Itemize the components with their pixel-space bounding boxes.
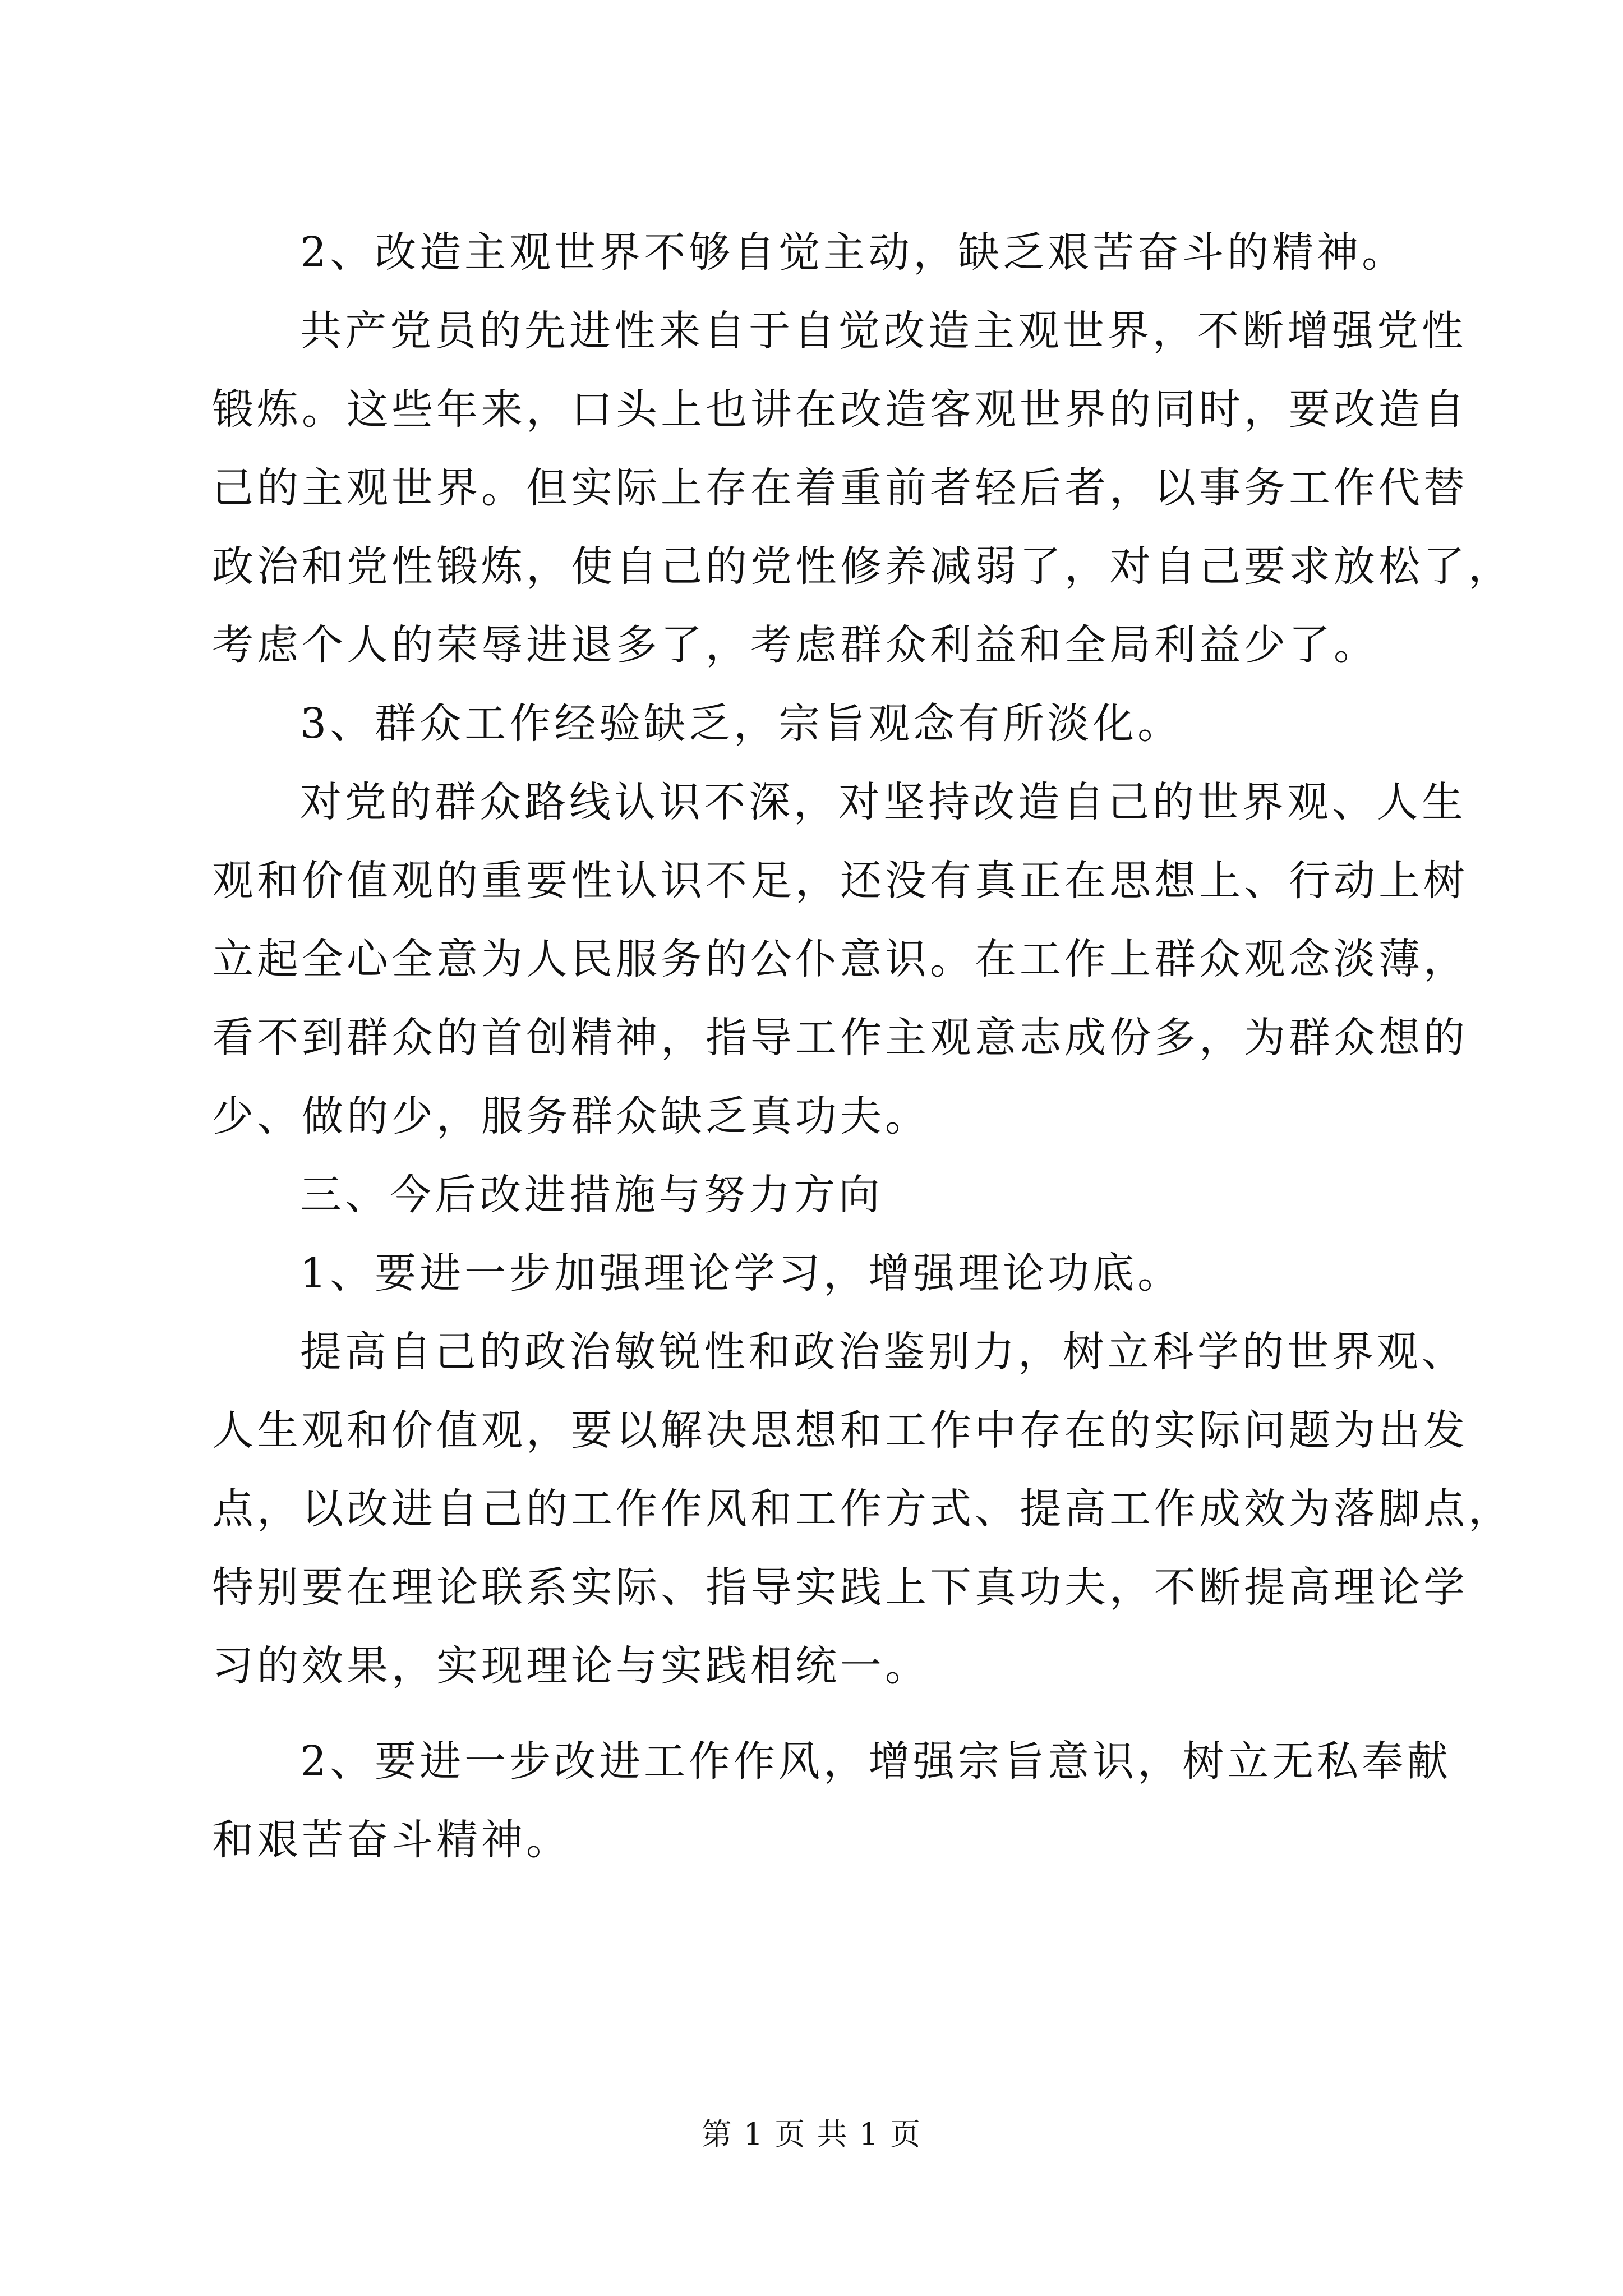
text-line: 2、要进一步改进工作作风，增强宗旨意识，树立无私奉献 — [300, 1737, 1452, 1786]
text-line: 特别要在理论联系实际、指导实践上下真功夫，不断提高理论学 — [212, 1563, 1468, 1612]
paragraph-line — [0, 539, 1623, 595]
paragraph-line — [0, 931, 1623, 987]
paragraph-line — [0, 1812, 1623, 1868]
paragraph-line — [0, 1638, 1623, 1694]
paragraph-line — [0, 1402, 1623, 1458]
text-line: 习的效果，实现理论与实践相统一。 — [212, 1642, 930, 1690]
paragraph-line — [0, 853, 1623, 909]
text-line: 观和价值观的重要性认识不足，还没有真正在思想上、行动上树 — [212, 857, 1468, 905]
text-line: 立起全心全意为人民服务的公仆意识。在工作上群众观念淡薄， — [212, 935, 1468, 983]
section-heading — [0, 696, 1623, 752]
text-line: 己的主观世界。但实际上存在着重前者轻后者，以事务工作代替 — [212, 464, 1468, 512]
paragraph-line — [0, 617, 1623, 673]
section-heading — [0, 1167, 1623, 1223]
text-line: 对党的群众路线认识不深，对坚持改造自己的世界观、人生 — [300, 778, 1467, 826]
paragraph-line — [0, 1481, 1623, 1537]
text-line: 共产党员的先进性来自于自觉改造主观世界，不断增强党性 — [300, 307, 1467, 355]
paragraph-line — [0, 460, 1623, 516]
text-line: 考虑个人的荣辱进退多了，考虑群众利益和全局利益少了。 — [212, 621, 1378, 669]
text-line: 提高自己的政治敏锐性和政治鉴别力，树立科学的世界观、 — [300, 1328, 1467, 1376]
text-line: 人生观和价值观，要以解决思想和工作中存在的实际问题为出发 — [212, 1406, 1468, 1455]
text-line: 政治和党性锻炼，使自己的党性修养减弱了，对自己要求放松了， — [212, 542, 1513, 591]
paragraph-line — [0, 1559, 1623, 1616]
section-heading — [0, 1245, 1623, 1301]
text-line: 三、今后改进措施与努力方向 — [300, 1171, 883, 1219]
text-line: 点，以改进自己的工作作风和工作方式、提高工作成效为落脚点， — [212, 1485, 1513, 1533]
paragraph-line — [0, 1733, 1623, 1789]
paragraph-line — [0, 1010, 1623, 1066]
paragraph-line — [0, 303, 1623, 359]
paragraph-line — [0, 1088, 1623, 1144]
paragraph-line — [0, 1324, 1623, 1380]
page-number: 第 1 页 共 1 页 — [701, 2116, 922, 2152]
paragraph-line — [0, 381, 1623, 438]
paragraph-line — [0, 774, 1623, 830]
text-line: 锻炼。这些年来，口头上也讲在改造客观世界的同时，要改造自 — [212, 385, 1468, 434]
text-line: 和艰苦奋斗精神。 — [212, 1816, 571, 1864]
text-line: 2、改造主观世界不够自觉主动，缺乏艰苦奋斗的精神。 — [300, 228, 1407, 277]
section-heading — [0, 224, 1623, 280]
text-line: 3、群众工作经验缺乏，宗旨观念有所淡化。 — [300, 700, 1183, 748]
page-footer — [0, 2115, 1623, 2154]
text-line: 少、做的少，服务群众缺乏真功夫。 — [212, 1092, 930, 1140]
text-line: 看不到群众的首创精神，指导工作主观意志成份多，为群众想的 — [212, 1014, 1468, 1062]
text-line: 1、要进一步加强理论学习，增强理论功底。 — [300, 1249, 1183, 1297]
